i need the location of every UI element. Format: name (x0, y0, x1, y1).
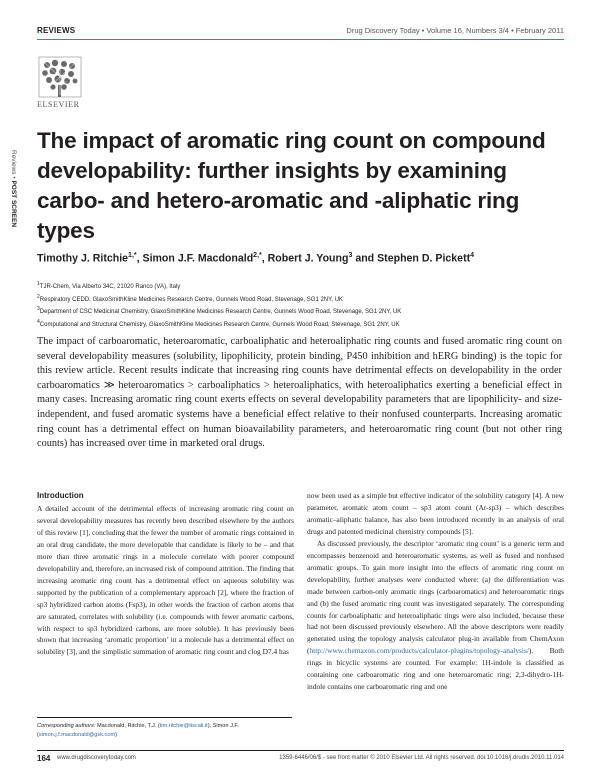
author-list (37, 252, 564, 265)
body-paragraph: A detailed account of the detrimental effects of increasing aromatic ring count on several developability measures has recently been described elsewhere by the authors of this review [1], concluding that the fewer the number of aromatic rings contained in an oral drug candidate, the more developable that candidate is likely to be – and that more than three aromatic rings in a molecule correlate with poorer compound developability and, therefore, an increased risk of compound attrition. The finding that increasing aromatic ring count has a detrimental effect on aqueous solubility was supported by the publication of a complementary approach [2], where the fraction of sp3 hybridized carbon atoms (Fsp3), in other words the fraction of carbon atoms that are saturated, correlates with solubility (i.e. compounds with fewer aromatic carbons, with respect to sp3 hybridized carbons, are more soluble). It has previously been shown that increasing ‘aromatic proportion’ in a molecule has a detrimental effect on solubility [3], and the simplistic summation of aromatic ring count and clog D7.4 has (37, 504, 294, 657)
author-affiliation-mark: 1,* (128, 252, 137, 259)
author-name[interactable]: Timothy J. Ritchie (37, 252, 129, 265)
author-affiliation-mark: 4 (470, 252, 475, 259)
body-column-left (37, 490, 294, 658)
affiliation: $^3$Department of CSC Medicinal Chemistry, GlaxoSmithKline Medicines Research Centre, Gunnels Wood Road, Stevenage, SG1 2NY, UK (37, 306, 402, 315)
affiliation-list (37, 280, 564, 330)
affiliation: $^1$TJR-Chem, Via Alberto 34C, 21020 Ranco (VA), Italy (37, 281, 181, 290)
issn-doi-line: 1359-6446/06/$ - see front matter © 2010 Elsevier Ltd. All rights reserved. doi:10.1016/j.drudis.2010.11.014 (279, 755, 564, 761)
sidebar-prefix: Reviews • (10, 150, 17, 181)
author-name[interactable]: Stephen D. Pickett (377, 252, 471, 265)
article-title: The impact of aromatic ring count on compound developability: further insights by examining carbo- and hetero-aromatic and -aliphatic ring types (37, 128, 546, 243)
running-header (37, 23, 564, 40)
page-footer (37, 750, 564, 764)
author-name[interactable]: Simon J.F. Macdonald (142, 252, 254, 265)
body-paragraph: As discussed previously, the descriptor ‘aromatic ring count’ is a generic term and encompasses benzenoid and heteroaromatic systems, as well as fused and nonfused aromatic groups. To gain more insight into the effects of aromatic ring count on developability, further analyses were conducted where: (a) the differentiation was made between carbon-only aromatic rings (carboaromatics) and heteroaromatic rings and (b) the fused aromatic ring count was investigated separately. The corresponding counts for carboaliphatic and heteroaliphatic rings were also included, because these had not been discussed previously elsewhere. All the above descriptors were readily generated using the topology analysis calculator plug-in available from ChemAxon (http://www.chemaxon.com/products/calculator-plugins/topology-analysis/). Both rings in bicyclic systems are counted. For example: 1H-indole is classified as containing one carboaromatic ring and one heteroaromatic ring; 2,3-dihydro-1H-indole contains one carboaromatic ring and one (307, 538, 564, 692)
page-number: 164 (37, 754, 51, 763)
journal-website-link[interactable]: www.drugdiscoverytoday.com (57, 755, 136, 761)
affiliation: $^2$Respiratory CEDD, GlaxoSmithKline Medicines Research Centre, Gunnels Wood Road, Stevenage, SG1 2NY, UK (37, 293, 344, 303)
author-separator: , (261, 252, 268, 265)
email-link[interactable]: tim.ritchie@tiscali.it (159, 723, 208, 729)
body-column-right (307, 490, 564, 693)
journal-info: Drug Discovery Today • Volume 16, Numbers 3/4 • February 2011 (346, 26, 564, 35)
sidebar-section-tab (7, 150, 21, 270)
affiliation: $^4$Computational and Structural Chemistry, GlaxoSmithKline Medicines Research Centre, Gunnels Wood Road, Stevenage, SG1 2NY, UK (37, 318, 400, 328)
corresponding-author-footnote: Corresponding authors: Macdonald, Ritchie, T.J. (tim.ritchie@tiscali.it), Simon J.F. (simon.j.f.macdonald@gsk.com) (37, 717, 292, 740)
body-paragraph: now been used as a simple but effective indicator of the solubility category [4]. A new parameter, aromatic atom count – sp3 atom count (Ar-sp3) – which describes aromatic–aliphatic balance, has also been introduced recently in an analysis of oral drugs and patented medicinal chemistry compounds [5]. (307, 491, 564, 536)
sidebar-label: POST SCREEN (10, 180, 17, 228)
chemaxon-link[interactable]: http://www.chemaxon.com/products/calculator-plugins/topology-analysis/ (309, 646, 529, 656)
footnote-label: Corresponding authors: (37, 723, 96, 729)
author-separator: and (352, 252, 378, 265)
author-separator: , (136, 252, 143, 265)
author-name[interactable]: Robert J. Young (267, 252, 349, 265)
section-label: REVIEWS (37, 26, 76, 35)
author-affiliation-mark: 2,* (253, 252, 262, 259)
abstract: The impact of carboaromatic, heteroaromatic, carboaliphatic and heteroaliphatic ring counts and fused aromatic ring count on several developability measures (solubility, lipophilicity, protein binding, P450 inhibition and hERG binding) is the topic for this review article. Recent results indicate that increasing ring counts have detrimental effects on developability in the order carboaromatics ≫ heteroaromatics > carboaliphatics > heteroaliphatics, with heteroaliphatics exerting a beneficial effect in many cases. Increasing aromatic ring count exerts effects on several developability parameters that are lipophilicity- and size-independent, and fused aromatic systems have a beneficial effect relative to their nonfused counterparts. Increasing aromatic ring count has a detrimental effect on human bioavailability parameters, and heteroaromatic ring count (but not other ring counts) has increased over time in marketed oral drugs. (37, 336, 562, 450)
author-affiliation-mark: 3 (348, 252, 353, 259)
email-link[interactable]: simon.j.f.macdonald@gsk.com (38, 732, 116, 738)
publisher-wordmark: ELSEVIER (37, 100, 80, 109)
section-heading-introduction: Introduction (37, 491, 84, 500)
